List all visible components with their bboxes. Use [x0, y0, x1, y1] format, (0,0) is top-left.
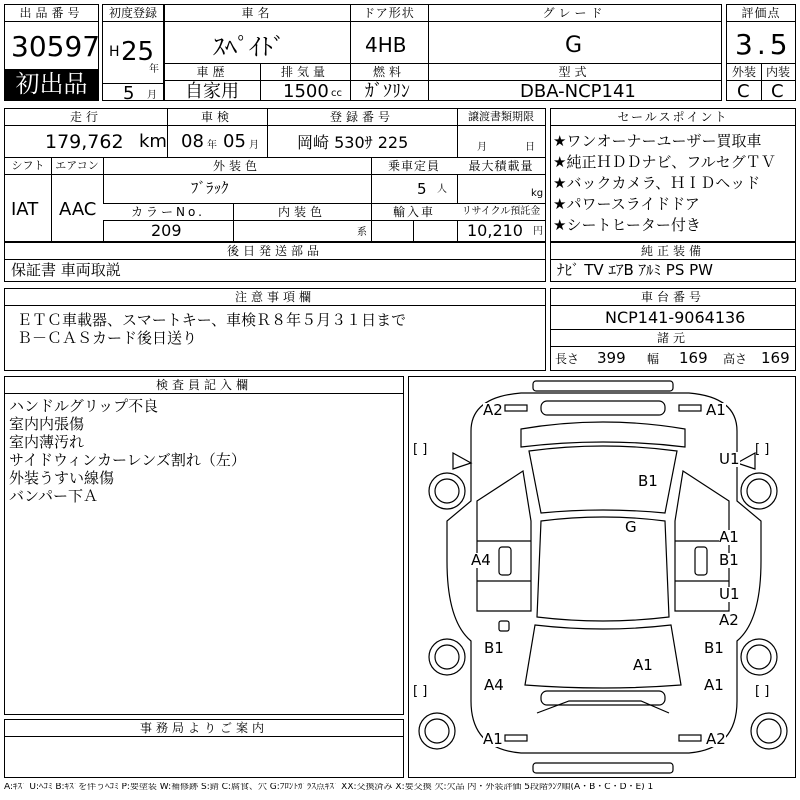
recycle-fee: 10,210: [467, 221, 523, 240]
grade-label: グレード: [428, 5, 721, 22]
selling-point: ★バックカメラ、ＨＩＤヘッド: [553, 174, 761, 192]
displacement: 1500: [283, 81, 329, 102]
recycle-label: リサイクル預託金: [457, 204, 545, 221]
height-label: 高さ: [723, 352, 748, 366]
mileage-label: 走行: [5, 109, 167, 126]
note-line: Ｂ－ＣＡＳカード後日送り: [17, 329, 198, 347]
genuine-equipment: [550, 242, 796, 282]
interior-score: C: [771, 81, 784, 102]
era: H: [109, 44, 120, 60]
damage-code-label: A1: [706, 401, 726, 419]
damage-code-label: A4: [484, 676, 504, 694]
chassis-number: NCP141-9064136: [605, 308, 746, 327]
damage-code-label: A1: [483, 730, 503, 748]
dims-label: 諸元: [551, 330, 795, 347]
recycle-unit: 円: [533, 226, 543, 237]
selling-points-label: セールスポイント: [551, 109, 795, 126]
color-no: 209: [151, 221, 182, 240]
later-parts-text: 保証書 車両取説: [11, 261, 121, 279]
transfer-label: 譲渡書類期限: [457, 109, 545, 126]
width: 169: [679, 349, 708, 367]
first-listing-badge: 初出品: [5, 69, 98, 100]
inspector-line: バンパー下Ａ: [9, 487, 98, 505]
later-parts: [4, 242, 546, 282]
plate-label: 登録番号: [267, 109, 457, 126]
load-label: 最大積載量: [457, 158, 545, 175]
damage-code-label: A1: [633, 656, 653, 674]
bracket-right-top: [ ]: [755, 442, 770, 457]
cc-unit: cc: [331, 88, 342, 99]
car-name-label: 車名: [165, 5, 350, 22]
door-type: 4HB: [365, 33, 407, 57]
interior-label: 内装: [761, 64, 795, 81]
damage-code-label: A1: [704, 676, 724, 694]
history: 自家用: [185, 81, 239, 102]
capacity: 5: [417, 180, 427, 198]
mileage: 179,762: [45, 131, 124, 153]
month-unit: 月: [147, 90, 157, 101]
notes-label: 注意事項欄: [5, 289, 545, 306]
damage-code-label: B1: [638, 472, 658, 490]
selling-point: ★パワースライドドア: [553, 195, 700, 213]
damage-code-label: G: [625, 518, 637, 536]
bracket-left-top: [ ]: [413, 442, 428, 457]
car-box: [164, 4, 722, 101]
bracket-left-bottom: [ ]: [413, 684, 428, 699]
damage-code-label: U1: [719, 585, 740, 603]
grade: G: [565, 33, 583, 58]
damage-code-label: A1: [719, 528, 739, 546]
interior-color-unit: 系: [357, 227, 367, 238]
insp-month-unit: 月: [249, 140, 259, 151]
note-line: ＥＴＣ車載器、スマートキー、車検Ｒ８年５月３１日まで: [17, 311, 407, 329]
exterior-color: ﾌﾞﾗｯｸ: [191, 179, 229, 197]
plate: 岡崎 530ｻ 225: [297, 133, 409, 152]
damage-code-label: A2: [719, 611, 739, 629]
ac-label: エアコン: [51, 158, 103, 175]
damage-code-label: A4: [471, 551, 491, 569]
reg-box: [102, 4, 164, 104]
reg-year: 25: [121, 37, 155, 67]
exterior-score: C: [737, 81, 750, 102]
selling-point: ★シートヒーター付き: [553, 216, 701, 234]
capacity-label: 乗車定員: [371, 158, 457, 175]
year-unit: 年: [149, 64, 159, 75]
damage-code-label: A2: [483, 401, 503, 419]
inspector-line: 室内薄汚れ: [9, 433, 85, 451]
km-unit: km: [139, 131, 167, 152]
later-parts-label: 後日発送部品: [5, 243, 545, 260]
score-label: 評価点: [727, 5, 795, 22]
lot-label: 出品番号: [5, 5, 98, 22]
length-label: 長さ: [555, 352, 580, 366]
inspector-notes: [4, 376, 404, 715]
legend: A:ｷｽﾞ U:ﾍｺﾐ B:ｷｽﾞを伴うﾍｺﾐ P:要塗装 W:補修跡 S:錆 C:腐食、穴 G:ﾌﾛﾝﾄｶﾞﾗｽ点ｷｽﾞ XX:交換済み X:要交換 欠:欠品 内・外装評価 5段階ﾗﾝｸ順(A・B・C・D・E) 1: [4, 783, 654, 792]
color-label: 外装色: [103, 158, 371, 175]
selling-points: [550, 108, 796, 242]
insp-year-unit: 年: [207, 140, 217, 151]
height: 169: [761, 349, 790, 367]
shift-label: シフト: [5, 158, 51, 175]
damage-code-label: B1: [719, 551, 739, 569]
width-label: 幅: [647, 352, 660, 366]
office-notice: [4, 719, 404, 778]
fuel: ｶﾞｿﾘﾝ: [365, 81, 410, 102]
car-name: ｽﾍﾟｲﾄﾞ: [213, 33, 285, 61]
transfer-month: 月: [477, 142, 487, 153]
damage-code-label: A2: [706, 730, 726, 748]
transfer-day: 日: [525, 142, 535, 153]
model-label: 型式: [428, 64, 721, 81]
reg-label: 初度登録: [103, 5, 163, 22]
import-label: 輸入車: [371, 204, 457, 221]
model: DBA-NCP141: [520, 81, 636, 102]
selling-point: ★純正ＨＤＤナビ、フルセグＴＶ: [553, 153, 776, 171]
bracket-right-bottom: [ ]: [755, 684, 770, 699]
chassis-label: 車台番号: [551, 289, 795, 306]
genuine-label: 純正装備: [551, 243, 795, 260]
load-unit: kg: [531, 188, 544, 199]
reg-month: 5: [123, 83, 135, 104]
inspection-month: 05: [223, 131, 246, 152]
inspector-label: 検査員記入欄: [5, 377, 403, 394]
genuine-text: ﾅﾋﾞ TV ｴｱB ｱﾙﾐ PS PW: [557, 261, 713, 279]
inspector-line: 室内内張傷: [9, 415, 85, 433]
damage-code-label: U1: [719, 450, 740, 468]
chassis-box: [550, 288, 796, 371]
capacity-unit: 人: [437, 184, 447, 195]
inspector-line: 外装うすい線傷: [9, 469, 115, 487]
color-no-label: カラーNo.: [103, 204, 233, 221]
lot-number: 30597: [11, 30, 101, 63]
inspection-year: 08: [181, 131, 204, 152]
inspector-line: サイドウィンカーレンズ割れ（左）: [9, 451, 246, 469]
ac: AAC: [59, 199, 97, 220]
history-label: 車歴: [165, 64, 260, 81]
inspector-line: ハンドルグリップ不良: [9, 397, 159, 415]
fuel-label: 燃料: [350, 64, 428, 81]
shift: IAT: [11, 199, 39, 220]
exterior-label: 外装: [727, 64, 761, 81]
diagram-labels: [409, 377, 795, 777]
damage-diagram: [408, 376, 796, 778]
office-label: 事務局よりご案内: [5, 720, 403, 737]
score: 3.5: [735, 28, 792, 61]
displacement-label: 排気量: [260, 64, 350, 81]
length: 399: [597, 349, 626, 367]
spec-table: [4, 108, 546, 242]
damage-code-label: B1: [484, 639, 504, 657]
door-label: ドア形状: [350, 5, 428, 22]
inspection-label: 車検: [167, 109, 267, 126]
interior-color-label: 内装色: [233, 204, 371, 221]
notes: [4, 288, 546, 371]
score-box: [726, 4, 796, 101]
lot-box: [4, 4, 99, 101]
damage-code-label: B1: [704, 639, 724, 657]
selling-point: ★ワンオーナーユーザー買取車: [553, 132, 762, 150]
